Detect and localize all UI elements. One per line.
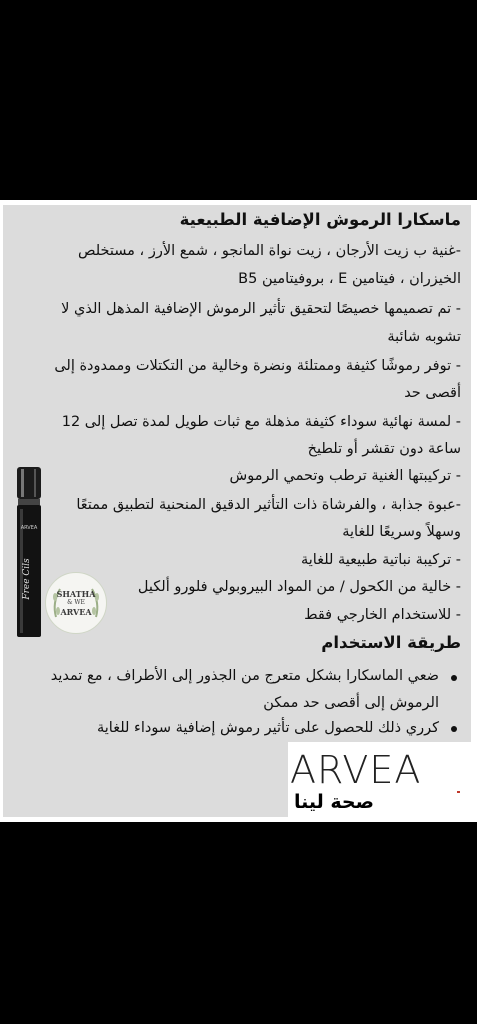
usage-step-2: كرري ذلك للحصول على تأثير رموش إضافية سوداء للغاية [97, 720, 439, 736]
feature-line: -عبوة جذابة ، والفرشاة ذات التأثير الدقيق المنحنية لتطبيق ممتعًا [76, 497, 461, 513]
red-mark [457, 791, 460, 793]
feature-line: وسهلاً وسريعًا للغاية [342, 524, 461, 540]
feature-line: أقصى حد [404, 385, 461, 401]
mascara-tube-image [16, 467, 42, 637]
feature-line: - تم تصميمها خصيصًا لتحقيق تأثير الرموش الإضافية المذهل الذي لا [61, 301, 461, 317]
post-card [0, 200, 477, 822]
feature-line: - توفر رموشًا كثيفة وممتلئة ونضرة وخالية من التكتلات وممدودة إلى [54, 358, 461, 374]
feature-line: - تركيبتها الغنية ترطب وتحمي الرموش [229, 468, 461, 484]
shatha-arvea-badge [45, 572, 107, 634]
arvea-logo-overlay [288, 742, 471, 817]
feature-line: - للاستخدام الخارجي فقط [304, 607, 461, 623]
feature-line: - خالية من الكحول / من المواد البيروبولي فلورو ألكيل [137, 579, 461, 595]
bullet-dot [451, 675, 457, 681]
usage-heading: طريقة الاستخدام [321, 633, 461, 652]
svg-text:ARVEA: ARVEA [20, 525, 38, 531]
product-title: ماسكارا الرموش الإضافية الطبيعية [179, 210, 461, 229]
badge-line-2: & WE [67, 599, 85, 606]
feature-line: - لمسة نهائية سوداء كثيفة مذهلة مع ثبات طويل لمدة تصل إلى 12 [61, 414, 461, 430]
feature-line: ساعة دون تقشر أو تلطيخ [307, 441, 461, 457]
badge-line-3: ARVEA [60, 607, 92, 617]
product-description-panel [3, 205, 471, 817]
ingredients-line-2: الخيزران ، فيتامين E ، بروفيتامين B5 [238, 271, 461, 287]
svg-text:Free Cils: Free Cils [22, 558, 32, 600]
ingredients-line-1: -غنية ب زيت الأرجان ، زيت نواة المانجو ، شمع الأرز ، مستخلص [77, 243, 461, 259]
badge-line-1: SHATHA [56, 589, 96, 599]
bullet-dot [451, 726, 457, 732]
feature-line: - تركيبة نباتية طبيعية للغاية [300, 552, 461, 568]
usage-step-1-cont: الرموش إلى أقصى حد ممكن [263, 695, 439, 711]
logo-subtitle: صحة لينا [294, 791, 374, 813]
feature-line: تشوبه شائبة [387, 329, 461, 345]
arvea-wordmark: ARVEA [290, 748, 422, 792]
usage-step-1: ضعي الماسكارا بشكل متعرج من الجذور إلى الأطراف ، مع تمديد [50, 668, 439, 684]
